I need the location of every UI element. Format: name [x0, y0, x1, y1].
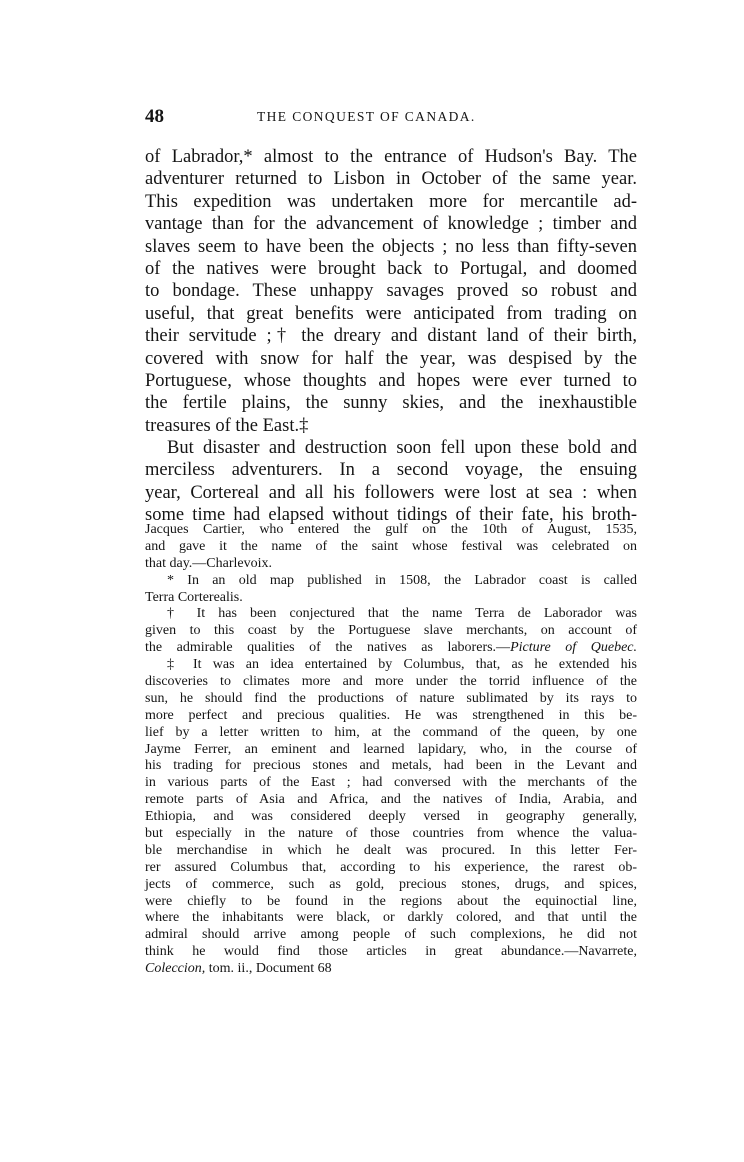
text-line: year, Cortereal and all his followers were lost at sea : when: [145, 482, 637, 503]
footnote-line: where the inhabitants were black, or darkly colored, and that until the: [145, 910, 637, 926]
text-line: covered with snow for half the year, was despised by the: [145, 348, 637, 369]
footnote-line: but especially in the nature of those countries from whence the valua-: [145, 826, 637, 842]
text-line: their servitude ;† the dreary and distant land of their birth,: [145, 326, 637, 347]
main-text: [145, 146, 637, 527]
text-line: slaves seem to have been the objects ; no less than fifty-seven: [145, 236, 637, 257]
page-number: 48: [145, 106, 164, 127]
text-line: adventurer returned to Lisbon in October of the same year.: [145, 169, 637, 190]
footnote-line: think he would find those articles in great abundance.—Navarrete,: [145, 944, 637, 960]
footnote-line: more perfect and precious qualities. He was strengthened in this be-: [145, 707, 637, 723]
footnote-line: lief by a letter written to him, at the command of the queen, by one: [145, 724, 637, 740]
footnote-line: Ethiopia, and was considered deeply versed in geography generally,: [145, 809, 637, 825]
text-line: Portuguese, whose thoughts and hopes were ever turned to: [145, 370, 637, 391]
text-line: vantage than for the advancement of knowledge ; timber and: [145, 214, 637, 235]
footnote-double-dagger: ‡ It was an idea entertained by Columbus, that, as he extended his: [167, 657, 637, 673]
text-line: treasures of the East.‡: [145, 415, 309, 436]
footnote-asterisk: * In an old map published in 1508, the Labrador coast is called: [167, 572, 637, 588]
footnote-source: Coleccion,: [145, 961, 206, 977]
text-line: to bondage. These unhappy savages proved so robust and: [145, 281, 637, 302]
page-header: [145, 106, 637, 128]
footnote-line: Jacques Cartier, who entered the gulf on the 10th of August, 1535,: [145, 522, 637, 537]
footnote-source: Picture of Quebec.: [510, 640, 637, 656]
footnote-line: discoveries to climates more and more under the torrid influence of the: [145, 674, 637, 690]
footnote-line: his trading for precious stones and metals, had been in the Levant and: [145, 758, 637, 774]
footnote-line: in various parts of the East ; had conversed with the merchants of the: [145, 775, 637, 791]
text-line: useful, that great benefits were anticipated from trading on: [145, 303, 637, 324]
text-line: of the natives were brought back to Portugal, and doomed: [145, 258, 637, 279]
footnote-line: jects of commerce, such as gold, precious stones, drugs, and spices,: [145, 876, 637, 892]
text-line: This expedition was undertaken more for mercantile ad-: [145, 191, 637, 212]
running-title: THE CONQUEST OF CANADA.: [257, 109, 476, 124]
footnote-line: admiral should arrive among people of such complexions, he did not: [145, 927, 637, 943]
footnote-line: remote parts of Asia and Africa, and the natives of India, Arabia, and: [145, 792, 637, 808]
footnotes: [145, 522, 637, 978]
text-line: some time had elapsed without tidings of their fate, his broth-: [145, 505, 637, 526]
footnote-line: [145, 961, 637, 978]
text-line: merciless adventurers. In a second voyage, the ensuing: [145, 460, 637, 481]
footnote-dagger: † It has been conjectured that the name Terra de Laborador was: [167, 606, 637, 622]
footnote-line: given to this coast by the Portuguese slave merchants, on account of: [145, 623, 637, 639]
text-line: of Labrador,* almost to the entrance of Hudson's Bay. The: [145, 147, 637, 167]
footnote-line: sun, he should find the productions of nature sublimated by its rays to: [145, 690, 637, 706]
text-line: the fertile plains, the sunny skies, and the inexhaustible: [145, 393, 637, 414]
footnote-line: [145, 640, 637, 657]
footnote-line: that day.—Charlevoix.: [145, 555, 273, 571]
footnote-line: were chiefly to be found in the regions about the equinoctial line,: [145, 893, 637, 909]
footnote-line: rer assured Columbus that, according to his experience, the rarest ob-: [145, 859, 637, 875]
footnote-text: tom. ii., Document 68: [205, 961, 332, 977]
footnote-text: the admirable qualities of the natives as laborers.—: [145, 640, 511, 656]
footnote-line: ble merchandise in which he dealt was procured. In this letter Fer-: [145, 842, 637, 858]
footnote-line: Terra Corterealis.: [145, 589, 243, 605]
footnote-line: Jayme Ferrer, an eminent and learned lapidary, who, in the course of: [145, 741, 637, 757]
footnote-line: and gave it the name of the saint whose festival was celebrated on: [145, 538, 637, 554]
paragraph-start-line: But disaster and destruction soon fell upon these bold and: [167, 438, 637, 459]
